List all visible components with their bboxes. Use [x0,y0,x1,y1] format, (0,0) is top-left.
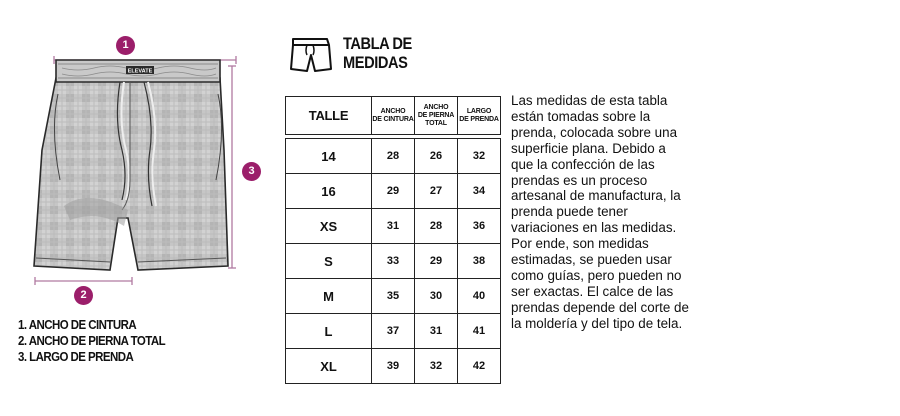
table-row [286,314,501,349]
measurement-legend [18,317,202,365]
measurement-note: Las medidas de esta tabla están tomadas sobre la prenda, colocada sobre una superficie plana. Debido a que la confección de las prendas es un proceso artesanal de manufactura, la prenda puede tener variaciones en las medidas. Por ende, son medidas estimadas, se pueden usar como guías, pero pueden no ser exactas. El calce de las prendas depende del corte de la moldería y del tipo de tela. [511,93,689,331]
cell-cintura: 31 [372,209,415,244]
header-line: DE PIERNA [417,111,455,119]
page-title [343,34,412,72]
cell-largo: 32 [458,139,501,174]
cell-size: S [286,244,372,279]
cell-size: M [286,279,372,314]
table-row [286,209,501,244]
header-line: ANCHO [380,107,406,115]
cell-largo: 42 [458,349,501,384]
cell-largo: 34 [458,174,501,209]
cell-size: XL [286,349,372,384]
cell-cintura: 37 [372,314,415,349]
legend-item-leg: 2. ANCHO DE PIERNA TOTAL [18,334,166,348]
cell-pierna: 30 [415,279,458,314]
header-line: ANCHO [423,103,449,111]
title-line-1: TABLA DE [343,34,412,53]
badge-length: 3 [242,162,261,181]
header-line: TOTAL [425,119,447,127]
table-row [286,244,501,279]
header-ancho-pierna [415,97,458,135]
leg-measure-line [35,277,132,285]
header-line: LARGO [466,107,492,115]
length-measure-line [228,66,236,268]
cell-cintura: 35 [372,279,415,314]
header-line: DE CINTURA [372,115,414,123]
cell-largo: 40 [458,279,501,314]
shorts-illustration [18,30,280,310]
cell-size: 14 [286,139,372,174]
legend-item-waist: 1. ANCHO DE CINTURA [18,318,137,332]
shorts-body [34,60,228,270]
cell-pierna: 31 [415,314,458,349]
legend-item-length: 3. LARGO DE PRENDA [18,350,134,364]
cell-size: L [286,314,372,349]
cell-largo: 41 [458,314,501,349]
header-talle-label: TALLE [308,107,349,123]
title-line-2: MEDIDAS [343,53,408,72]
cell-pierna: 32 [415,349,458,384]
table-row [286,349,501,384]
waistband-label: ELEVATE [127,68,153,75]
cell-pierna: 27 [415,174,458,209]
cell-largo: 36 [458,209,501,244]
cell-cintura: 29 [372,174,415,209]
badge-waist: 1 [116,36,135,55]
size-table [285,96,501,384]
shorts-diagram [18,30,280,310]
shorts-icon [287,35,335,75]
cell-pierna: 29 [415,244,458,279]
cell-cintura: 39 [372,349,415,384]
header-largo-prenda [458,97,501,135]
cell-size: XS [286,209,372,244]
table-row [286,139,501,174]
cell-size: 16 [286,174,372,209]
header-ancho-cintura [372,97,415,135]
cell-largo: 38 [458,244,501,279]
header-talle [286,97,372,135]
cell-pierna: 26 [415,139,458,174]
table-header-row [286,97,501,135]
cell-cintura: 28 [372,139,415,174]
table-row [286,279,501,314]
table-row [286,174,501,209]
badge-leg: 2 [74,286,93,305]
cell-pierna: 28 [415,209,458,244]
header-line: DE PRENDA [459,115,499,123]
cell-cintura: 33 [372,244,415,279]
